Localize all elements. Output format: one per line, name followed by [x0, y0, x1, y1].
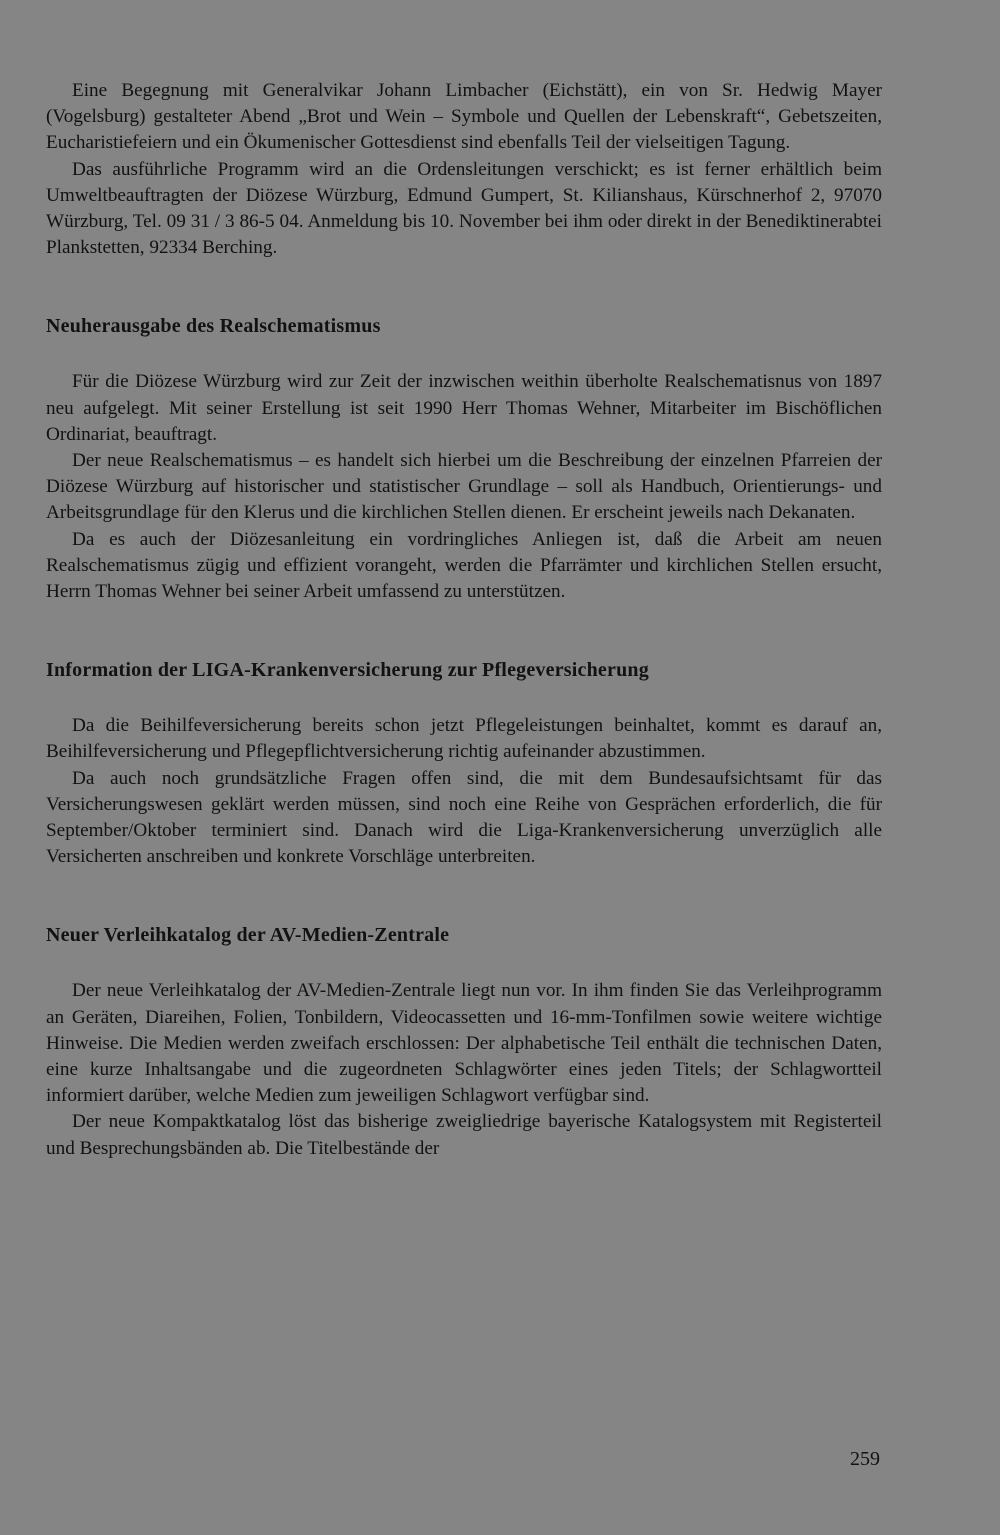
- section-heading: Neuherausgabe des Realschematismus: [46, 315, 381, 338]
- section-liga-krankenversicherung: [46, 657, 882, 870]
- paragraph: Das ausführliche Programm wird an die Ordensleitungen verschickt; es ist ferner erhältlich beim Umweltbeauftragten der Diözese Würzburg, Edmund Gumpert, St. Kilianshaus, Kürschnerhof 2, 97070 Würzburg, Tel. 09 31 / 3 86-5 04. Anmeldung bis 10. November bei ihm oder direkt in der Benediktinerabtei Plankstetten, 92334 Berching.: [46, 158, 882, 259]
- paragraph: Eine Begegnung mit Generalvikar Johann Limbacher (Eichstätt), ein von Sr. Hedwig Mayer (Vogelsburg) gestalteter Abend „Brot und Wein – Symbole und Quellen der Lebenskraft“, Gebetszeiten, Eucharistiefeiern und ein Ökumenischer Gottesdienst sind ebenfalls Teil der vielseitigen Tagung.: [46, 80, 882, 154]
- page-number: 259: [850, 1448, 880, 1470]
- section-realschematismus: [46, 313, 882, 605]
- paragraph: Der neue Verleihkatalog der AV-Medien-Zentrale liegt nun vor. In ihm finden Sie das Verleihprogramm an Geräten, Diareihen, Folien, Tonbildern, Videocassetten und 16-mm-Tonfilmen sowie weitere wichtige Hinweise. Die Medien werden zweifach erschlossen: Der alphabetische Teil enthält die technischen Daten, eine kurze Inhaltsangabe und die zugeordneten Schlagwörter eines jeden Titels; der Schlagwortteil informiert darüber, welche Medien zum jeweiligen Schlagwort verfügbar sind.: [46, 980, 882, 1107]
- paragraph: Da es auch der Diözesanleitung ein vordringliches Anliegen ist, daß die Arbeit am neuen Realschematismus zügig und effizient vorangeht, werden die Pfarrämter und kirchlichen Stellen ersucht, Herrn Thomas Wehner bei seiner Arbeit umfassend zu unterstützen.: [46, 528, 882, 603]
- document-page: [46, 78, 882, 1162]
- paragraph: Der neue Realschematismus – es handelt sich hierbei um die Beschreibung der einzelnen Pfarreien der Diözese Würzburg auf historischer und statistischer Grundlage – soll als Handbuch, Orientierungs- und Arbeitsgrundlage für den Klerus und die kirchlichen Stellen dienen. Er erscheint jeweils nach Dekanaten.: [46, 450, 882, 524]
- paragraph: Der neue Kompaktkatalog löst das bisherige zweigliedrige bayerische Katalogsystem mit Registerteil und Besprechungsbänden ab. Die Titelbestände der: [46, 1111, 882, 1159]
- paragraph: Für die Diözese Würzburg wird zur Zeit der inzwischen weithin überholte Realschematisnus von 1897 neu aufgelegt. Mit seiner Erstellung ist seit 1990 Herr Thomas Wehner, Mitarbeiter im Bischöflichen Ordinariat, beauftragt.: [46, 371, 882, 445]
- paragraph: Da die Beihilfeversicherung bereits schon jetzt Pflegeleistungen beinhaltet, kommt es darauf an, Beihilfeversicherung und Pflegepflichtversicherung richtig aufeinander abzustimmen.: [46, 715, 882, 763]
- section-heading: Neuer Verleihkatalog der AV-Medien-Zentrale: [46, 924, 450, 947]
- intro-section: [46, 78, 882, 261]
- paragraph: Da auch noch grundsätzliche Fragen offen sind, die mit dem Bundesaufsichtsamt für das Versicherungswesen geklärt werden müssen, sind noch eine Reihe von Gesprächen erforderlich, die für September/Oktober terminiert sind. Danach wird die Liga-Krankenversicherung unverzüglich alle Versicherten anschreiben und konkrete Vorschläge unterbreiten.: [46, 767, 882, 868]
- section-verleihkatalog: [46, 922, 882, 1161]
- section-heading: Information der LIGA-Krankenversicherung zur Pflegeversicherung: [46, 659, 649, 682]
